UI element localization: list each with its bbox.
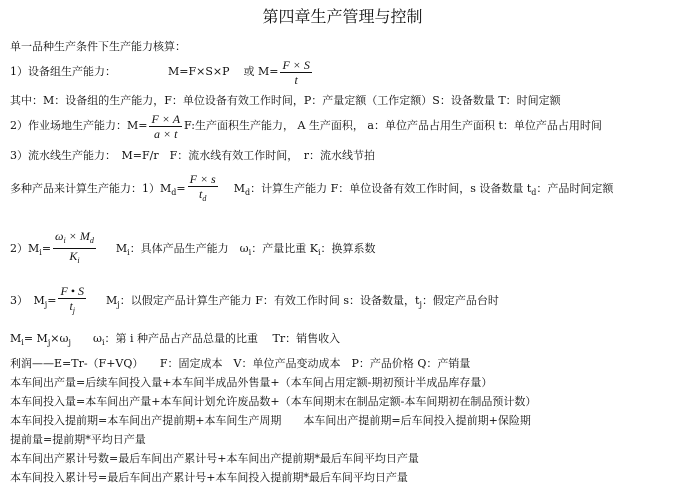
m3-line bbox=[10, 284, 499, 318]
m2-label: $2)M_i=$ bbox=[10, 241, 52, 257]
item1-line bbox=[10, 57, 314, 87]
m2-line bbox=[10, 229, 376, 265]
single-intro: 单一品种生产条件下生产能力核算： bbox=[10, 40, 186, 53]
item1-label: 1）设备组生产能力： bbox=[10, 65, 116, 78]
multi-text: $M_d$：计算生产能力 F：单位设备有效工作时间，s 设备数量 $t_d$：产品时间定额 bbox=[233, 182, 614, 197]
item3-line: 3）流水线生产能力： M=F/r F：流水线有效工作时间， r：流水线节拍 bbox=[10, 149, 375, 162]
item2-fraction bbox=[149, 112, 182, 141]
multi-label: 多种产品来计算生产能力：$1)M_d=$ bbox=[10, 182, 186, 197]
m2-fraction bbox=[53, 229, 96, 268]
mi-line: $M_i= M_j\times\omega_j$ $\omega_i$：第 i 种产品占产品总量的比重 Tr：销售收入 bbox=[10, 332, 341, 347]
multi-line bbox=[10, 172, 613, 206]
page-title: 第四章生产管理与控制 bbox=[262, 7, 423, 26]
item1-frac-den: t bbox=[294, 72, 298, 87]
item2-frac-den: a × t bbox=[154, 126, 178, 141]
lead-time-line: 本车间投入提前期=本车间出产提前期+本车间生产周期 本车间出产提前期=后车间投入提前期+保险期 bbox=[10, 414, 531, 427]
multi-frac-num: F × s bbox=[189, 172, 216, 186]
m3-frac-num: F • S bbox=[60, 284, 84, 298]
m3-frac-den: $t_j$ bbox=[69, 299, 76, 315]
item1-frac-num: F × S bbox=[282, 57, 310, 72]
item2-text: F:生产面积生产能力， A 生产面积， a：单位产品占用生产面积 t：单位产品占用时间 bbox=[184, 119, 602, 132]
m3-text: $M_j$：以假定产品计算生产能力 F：有效工作时间 s：设备数量，$t_j$：假定产品台时 bbox=[106, 294, 499, 309]
input-cumulative-line: 本车间投入累计号=最后车间出产累计号+本车间投入提前期*最后车间平均日产量 bbox=[10, 471, 408, 484]
item2-label: 2）作业场地生产能力：M= bbox=[10, 119, 148, 132]
multi-fraction bbox=[188, 172, 218, 206]
item1-formula-a: M=F×S×P bbox=[168, 65, 230, 78]
item2-line bbox=[10, 111, 602, 141]
m2-text: $M_i$：具体产品生产能力 $\omega_i$：产量比重 $K_i$：换算系数 bbox=[115, 241, 376, 257]
output-line: 本车间出产量=后续车间投入量+本车间半成品外售量+（本车间占用定额-期初预计半成品库存量） bbox=[10, 376, 493, 389]
m3-fraction bbox=[58, 284, 86, 318]
m3-label: 3） $M_j=$ bbox=[10, 294, 57, 309]
multi-frac-den: $t_d$ bbox=[198, 187, 207, 203]
profit-line: 利润——E=Tr-（F+VQ） F：固定成本 V：单位产品变动成本 P：产品价格 Q：产销量 bbox=[10, 357, 471, 370]
item1-note: 其中：M：设备组的生产能力，F：单位设备有效工作时间，P：产量定额（工作定额）S：设备数量 T：时间定额 bbox=[10, 94, 561, 107]
m2-frac-den: $K_i$ bbox=[69, 249, 80, 265]
item2-frac-num: F × A bbox=[151, 111, 181, 126]
item1-fraction bbox=[280, 58, 311, 87]
input-line: 本车间投入量=本车间出产量+本车间计划允许废品数+（本车间期末在制品定额-本车间期初在制品预计数） bbox=[10, 395, 537, 408]
lead-amount-line: 提前量=提前期*平均日产量 bbox=[10, 433, 146, 446]
item1-or-text: 或 M= bbox=[243, 65, 279, 78]
m2-frac-num: $\omega_i \times M_d$ bbox=[53, 229, 96, 249]
output-cumulative-line: 本车间出产累计号数=最后车间出产累计号+本车间出产提前期*最后车间平均日产量 bbox=[10, 452, 419, 465]
